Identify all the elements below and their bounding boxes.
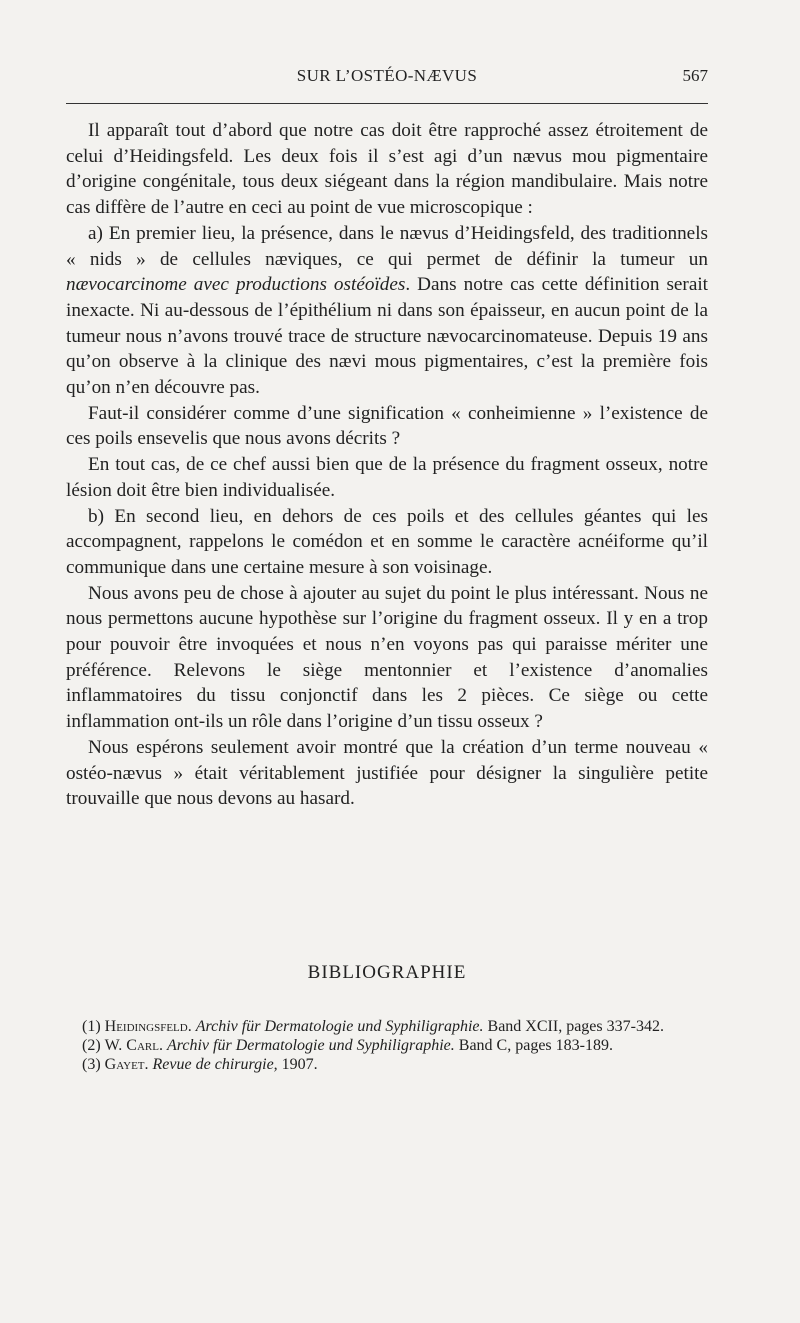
paragraph-5: b) En second lieu, en dehors de ces poils et des cellules géantes qui les accompagnent, rappelons le comédon et en somme le caractère acnéiforme qu’il communique dans une certaine mesure à son voisinage.	[66, 505, 708, 578]
ref-details: Band XCII, pages 337-342.	[487, 1018, 664, 1035]
page-number: 567	[682, 66, 708, 85]
ref-journal: Archiv für Dermatologie und Syphiligraphie.	[195, 1018, 484, 1035]
header-rule	[66, 103, 708, 104]
running-header	[66, 66, 708, 92]
ref-details: 1907.	[281, 1056, 318, 1073]
paragraph-6: Nous avons peu de chose à ajouter au sujet du point le plus intéressant. Nous ne nous permettons aucune hypothèse sur l’origine du fragment osseux. Il y en a trop pour pouvoir être invoquées et nous n’en voyons pas qui paraisse mériter une préférence. Relevons le siège mentonnier et l’existence d’anomalies inflammatoires du tissu conjonctif dans les 2 pièces. Ce siège ou cette inflammation ont-ils un rôle dans l’origine d’un tissu osseux ?	[66, 582, 708, 733]
paragraph-2-suffix: . Dans notre cas cette définition serait inexacte. Ni au-dessous de l’épithélium ni dans son épaisseur, en aucun point de la tumeur nous n’avons trouvé trace de structure nævocarcinomateuse. Depuis 19 ans qu’on observe à la clinique des nævi mous pigmentaires, c’est la première fois qu’on n’en découvre pas.	[66, 274, 708, 399]
paragraph-2-italic: nævocarcinome avec productions ostéoïdes	[66, 274, 406, 296]
body-text	[66, 118, 708, 812]
ref-journal: Revue de chirurgie,	[152, 1056, 278, 1073]
bibliography-entry	[66, 1017, 708, 1036]
paragraph-1: Il apparaît tout d’abord que notre cas doit être rapproché assez étroitement de celui d’Heidingsfeld. Les deux fois il s’est agi d’un nævus mou pigmentaire d’origine congénitale, tous deux siégeant dans la région mandibulaire. Mais notre cas diffère de l’autre en ceci au point de vue microscopique :	[66, 120, 708, 219]
paragraph-2	[66, 221, 708, 401]
ref-number: (1)	[82, 1018, 101, 1035]
paragraph-2-prefix: a) En premier lieu, la présence, dans le nævus d’Heidingsfeld, des traditionnels « nids » de cellules næviques, ce qui permet de définir la tumeur un	[66, 222, 708, 270]
ref-author: Heidingsfeld.	[104, 1018, 192, 1035]
running-title: SUR L’OSTÉO-NÆVUS	[296, 66, 478, 85]
ref-author: Gayet.	[104, 1056, 149, 1073]
ref-journal: Archiv für Dermatologie und Syphiligraphie.	[166, 1037, 455, 1054]
ref-number: (2)	[82, 1037, 101, 1054]
ref-details: Band C, pages 183-189.	[458, 1037, 613, 1054]
bibliography-list	[66, 1017, 708, 1074]
bibliography-entry	[66, 1036, 708, 1055]
ref-number: (3)	[82, 1056, 101, 1073]
paragraph-7: Nous espérons seulement avoir montré que la création d’un terme nouveau « ostéo-nævus » était véritablement justifiée pour désigner la singulière petite trouvaille que nous devons au hasard.	[66, 736, 708, 810]
ref-author: W. Carl.	[104, 1037, 163, 1054]
bibliography-entry	[66, 1055, 708, 1074]
bibliography-title: BIBLIOGRAPHIE	[307, 962, 467, 983]
paragraph-3: Faut-il considérer comme d’une signification « conheimienne » l’existence de ces poils ensevelis que nous avons décrits ?	[66, 402, 708, 450]
paragraph-4: En tout cas, de ce chef aussi bien que de la présence du fragment osseux, notre lésion doit être bien individualisée.	[66, 454, 708, 501]
